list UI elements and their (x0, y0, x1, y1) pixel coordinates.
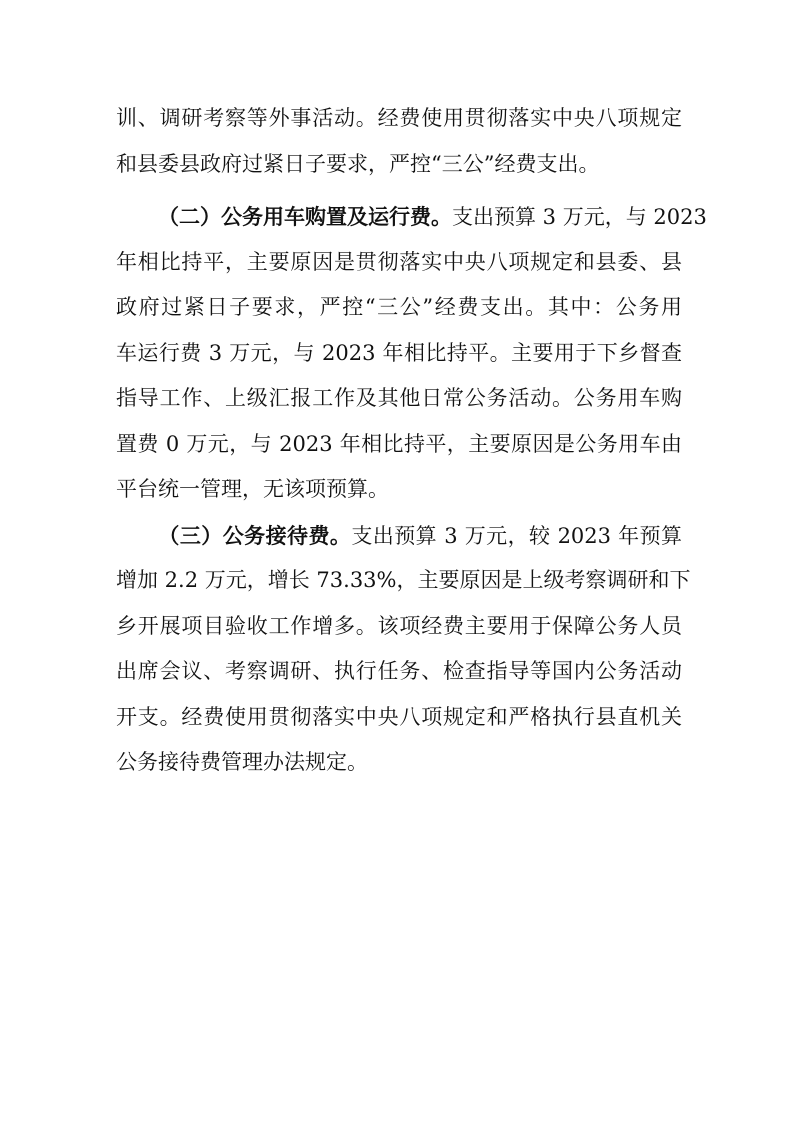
paragraph-line: 增加 2.2 万元，增长 73.33%，主要原因是上级考察调研和下 (116, 568, 691, 592)
paragraph-line: 出席会议、考察调研、执行任务、检查指导等国内公务活动 (116, 659, 682, 683)
section-heading: （三）公务接待费。 (158, 522, 352, 548)
paragraph-line: 车运行费 3 万元，与 2023 年相比持平。主要用于下乡督查 (116, 340, 682, 365)
paragraph-travel-expenses (116, 96, 682, 187)
paragraph-line: 乡开展项目验收工作增多。该项经费主要用于保障公务人员 (116, 613, 682, 638)
section-heading: （二）公务用车购置及运行费。 (158, 204, 452, 229)
paragraph-reception-expenses (116, 513, 691, 786)
document-body (116, 96, 707, 786)
paragraph-line: 年相比持平，主要原因是贯彻落实中央八项规定和县委、县 (116, 249, 682, 274)
paragraph-line: 训、调研考察等外事活动。经费使用贯彻落实中央八项规定 (116, 106, 682, 130)
paragraph-first-line (116, 194, 707, 240)
paragraph-line: 平台统一管理，无该项预算。 (116, 477, 389, 501)
paragraph-line: 置费 0 万元，与 2023 年相比持平，主要原因是公务用车由 (116, 431, 682, 456)
paragraph-line: 指导工作、上级汇报工作及其他日常公务活动。公务用车购 (116, 386, 682, 410)
paragraph-line: 政府过紧日子要求，严控“三公”经费支出。其中：公务用 (116, 295, 682, 319)
paragraph-vehicle-expenses (116, 194, 707, 513)
paragraph-text: 支出预算 3 万元，与 2023 (452, 205, 707, 229)
paragraph-line: 开支。经费使用贯彻落实中央八项规定和严格执行县直机关 (116, 704, 682, 729)
paragraph-text: 支出预算 3 万元，较 2023 年预算 (351, 523, 682, 548)
paragraph-line: 公务接待费管理办法规定。 (116, 750, 368, 774)
paragraph-first-line (116, 513, 682, 559)
paragraph-line: 和县委县政府过紧日子要求，严控“三公”经费支出。 (116, 151, 600, 176)
